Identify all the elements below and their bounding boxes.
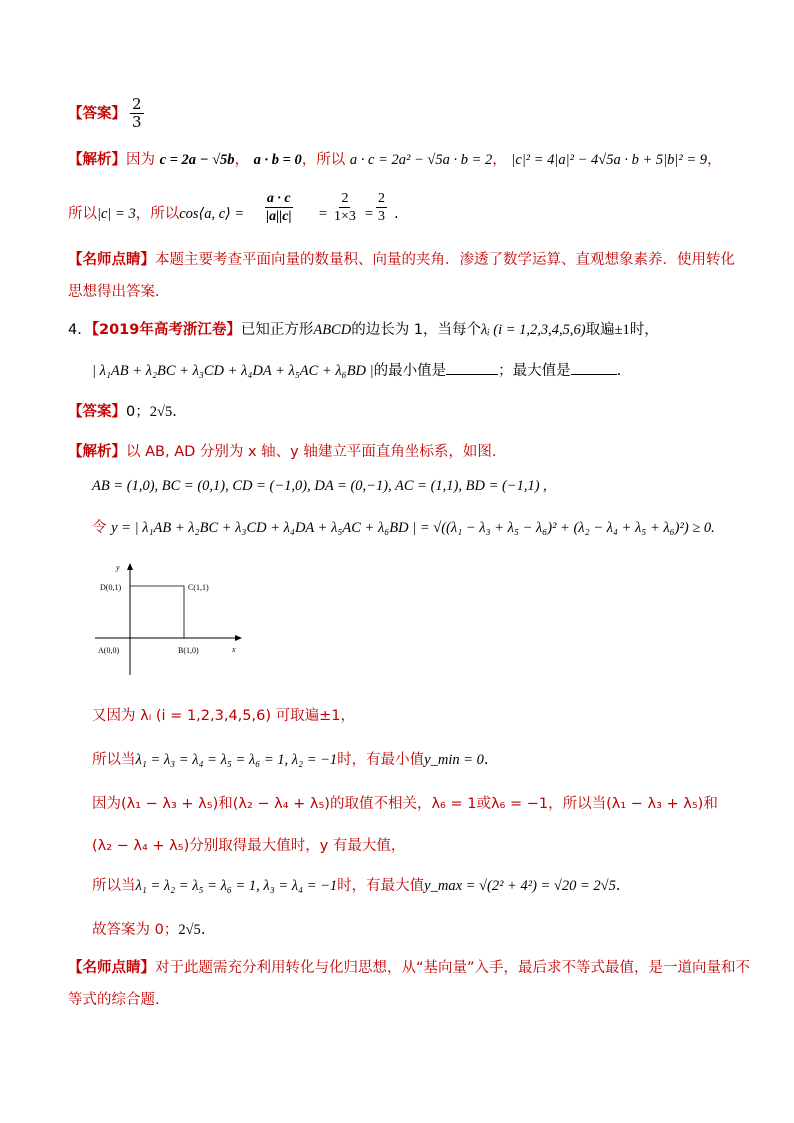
q4-line-b-end: .: [483, 752, 489, 768]
analysis-tag: 【解析】: [68, 444, 126, 460]
q4-line-e-mid: 时，有最大值: [337, 878, 425, 894]
q3-line1-end: ，: [707, 152, 722, 168]
q3-sep2: ，: [492, 152, 507, 168]
q3-analysis-line2-lead: [68, 204, 244, 224]
point-a-label: A(0,0): [98, 646, 120, 655]
q4-stem-end: .: [616, 363, 622, 379]
answer-tag: 【答案】: [68, 106, 126, 122]
q3-comment-line2: 思想得出答案．: [68, 284, 170, 300]
q4-ymin: y_min = 0: [424, 752, 484, 768]
q4-number: 4．: [68, 322, 92, 338]
answer-tag: 【答案】: [68, 404, 126, 420]
q4-stem-d: 时，: [629, 322, 659, 338]
q3-answer-numerator: 2: [132, 95, 142, 113]
q4-line-e: [92, 876, 621, 896]
q4-comment-line1: [68, 958, 750, 978]
q3-answer-fraction: [130, 96, 144, 131]
q4-comment-line2: 等式的综合题.: [68, 992, 160, 1008]
q4-answer-text: 0；: [126, 404, 150, 420]
q3-line2-end: .: [394, 206, 399, 222]
q4-line-e-expr: λ₁ = λ₂ = λ₅ = λ₆ = 1, λ₃ = λ₄ = −1: [135, 878, 338, 894]
q4-vector-expr: | λ₁AB + λ₂BC + λ₃CD + λ₄DA + λ₅AC + λ₆BD |: [92, 363, 374, 379]
q4-line-f: [92, 920, 205, 940]
y-axis-arrow: [127, 563, 133, 570]
q4-abcd: ABCD: [313, 322, 352, 338]
q4-answer-row: [68, 402, 177, 422]
q4-max-blank: [571, 360, 617, 375]
q3-frac1-den: |a||c|: [266, 209, 292, 224]
q4-stem-c: 取遍: [585, 322, 615, 338]
q4-comment-text1: 对于此题需充分利用转化与化归思想，从“基向量”入手，最后求不等式最值，是一道向量和不: [155, 960, 751, 976]
q3-analysis-lead: 因为: [126, 152, 155, 168]
q4-max-label: ；最大值是: [498, 363, 571, 379]
point-d-label: D(0,1): [100, 583, 122, 592]
comment-tag: 【名师点睛】: [68, 960, 155, 976]
q3-line2-c: |c| = 3: [97, 206, 136, 222]
q3-eq2: =: [364, 206, 374, 222]
q4-line-f-root: 2√5: [178, 922, 201, 938]
point-b-label: B(1,0): [178, 646, 199, 655]
q4-stem-a: 已知正方形: [240, 322, 314, 338]
q4-answer-end: .: [172, 404, 177, 420]
q3-frac2: [332, 190, 358, 225]
q4-answer-root: 2√5: [149, 404, 173, 420]
q3-frac1-num: a · c: [266, 191, 291, 206]
q4-ymax: y_max = √(2² + 4²) = √20 = 2√5: [424, 878, 616, 894]
q3-frac2-num: 2: [341, 191, 349, 206]
q3-line2-lead: 所以: [68, 206, 97, 222]
x-axis-label: x: [232, 645, 236, 654]
q4-stem-b: 的边长为 1，当每个: [351, 322, 482, 338]
q3-answer-row: [68, 104, 126, 124]
q3-comment-line1: [68, 250, 735, 270]
q4-stem-line2: [92, 360, 621, 381]
q4-min-label: 的最小值是: [373, 363, 447, 379]
q3-sep: ，: [234, 152, 250, 168]
q4-line-b-mid: 时，有最小值: [337, 752, 425, 768]
q4-coords: AB = (1,0), BC = (0,1), CD = (−1,0), DA = (0,−1), AC = (1,1), BD = (−1,1) ,: [92, 478, 547, 494]
q3-frac1: [264, 190, 294, 225]
q3-frac3-den: 3: [378, 209, 385, 224]
x-axis-arrow: [235, 635, 242, 641]
analysis-tag: 【解析】: [68, 152, 126, 168]
q4-line-e-end: .: [615, 878, 621, 894]
q3-analysis-c-norm: |c|² = 4|a|² − 4√5a · b + 5|b|² = 9: [511, 152, 708, 168]
q4-source: 【2019年高考浙江卷】: [91, 322, 241, 338]
q3-frac3: [376, 190, 387, 225]
q4-let-line: [92, 518, 715, 538]
q4-line-f-end: .: [200, 922, 206, 938]
q4-let-expr: y = | λ₁AB + λ₂BC + λ₃CD + λ₄DA + λ₅AC + λ₆BD | = √((λ₁ − λ₃ + λ₅ − λ₆)² + (λ₂ − λ₄ + λ₅ + λ₆)²) ≥ 0.: [111, 520, 715, 536]
q4-pm: ±1: [614, 322, 630, 338]
q3-analysis-mid: ，所以: [301, 152, 346, 168]
q3-analysis-ab: a · b = 0: [253, 152, 302, 168]
point-c-label: C(1,1): [188, 583, 209, 592]
q3-eq1: =: [318, 206, 328, 222]
comment-tag: 【名师点睛】: [68, 252, 155, 268]
coordinate-figure: [90, 560, 250, 680]
q4-min-blank: [446, 360, 498, 375]
q3-line2-mid: ，所以: [135, 206, 180, 222]
q4-analysis-text: 以 AB, AD 分别为 x 轴、y 轴建立平面直角坐标系，如图.: [126, 444, 497, 460]
q4-line-d: (λ₂ − λ₄ + λ₅)分别取得最大值时，y 有最大值，: [92, 838, 406, 854]
q4-line-b: [92, 750, 489, 770]
square-edges: [130, 586, 184, 638]
q3-frac3-num: 2: [378, 191, 385, 206]
q3-answer-denominator: 3: [132, 113, 142, 131]
q3-analysis-line1: [68, 150, 722, 170]
q3-line2-cos: cos⟨a, c⟩ =: [179, 206, 245, 222]
q4-stem-line1: [68, 320, 659, 340]
q4-line-b-lead: 所以当: [92, 752, 136, 768]
q3-comment-text1: 本题主要考查平面向量的数量积、向量的夹角．渗透了数学运算、直观想象素养．使用转化: [155, 252, 735, 268]
q4-line-b-expr: λ₁ = λ₃ = λ₄ = λ₅ = λ₆ = 1, λ₂ = −1: [135, 752, 338, 768]
q4-line-e-lead: 所以当: [92, 878, 136, 894]
q3-analysis-c-def: c = 2a − √5b: [159, 152, 235, 168]
q4-let: 令: [92, 520, 107, 536]
y-axis-label: y: [116, 563, 120, 572]
q3-frac2-den: 1×3: [334, 209, 356, 224]
q4-lambda-range: λᵢ (i = 1,2,3,4,5,6): [481, 322, 586, 338]
q4-line-f-text: 故答案为 0；: [92, 922, 179, 938]
q4-line-c: 因为(λ₁ − λ₃ + λ₅)和(λ₂ − λ₄ + λ₅)的取值不相关，λ₆ = 1或λ₆ = −1，所以当(λ₁ − λ₃ + λ₅)和: [92, 796, 718, 812]
q4-analysis-line1: [68, 442, 497, 462]
q3-analysis-ac: a · c = 2a² − √5a · b = 2: [349, 152, 493, 168]
q4-line-a: 又因为 λᵢ (i = 1,2,3,4,5,6) 可取遍±1，: [92, 708, 355, 724]
